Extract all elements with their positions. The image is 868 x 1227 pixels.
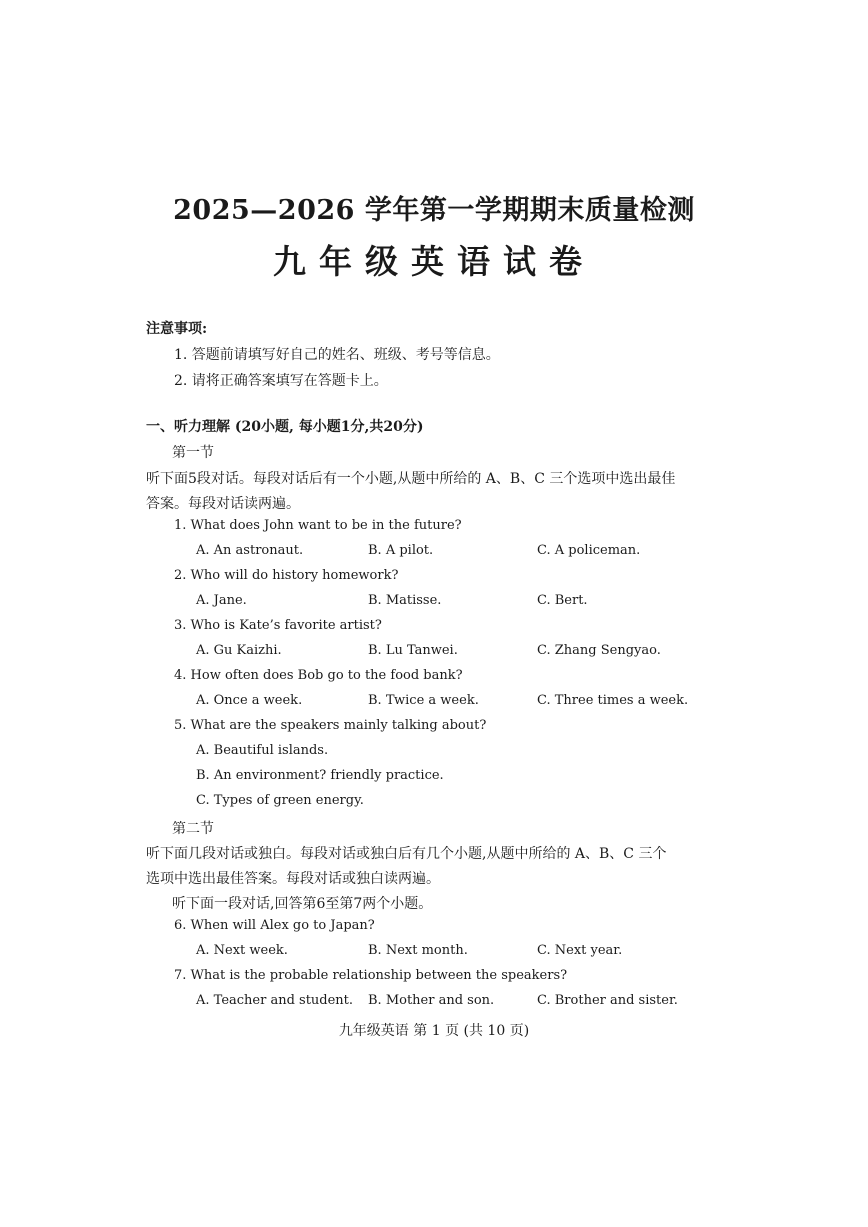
option-a: A. Teacher and student. [196,993,354,1008]
question-stem: 3. Who is Kate’s favorite artist? [174,618,382,633]
option-a: A. Jane. [196,593,247,608]
part2-sub-instruction: 听下面一段对话,回答第6至第7两个小题。 [172,896,433,912]
option-a: A. Once a week. [196,693,303,708]
page-footer: 九年级英语 第 1 页 (共 10 页) [338,1023,530,1039]
part2-instruction: 选项中选出最佳答案。每段对话或独白读两遍。 [146,871,440,887]
notice-item: 2. 请将正确答案填写在答题卡上。 [174,373,388,389]
option-b: B. Twice a week. [368,693,479,708]
option-c: C. Types of green energy. [196,793,364,808]
part1-label: 第一节 [172,445,214,461]
option-a: A. Gu Kaizhi. [196,643,282,658]
option-b: B. Next month. [368,943,468,958]
option-c: C. Brother and sister. [537,993,678,1008]
option-b: B. A pilot. [368,543,434,558]
exam-title: 2025—2026 学年第一学期期末质量检测 [173,195,695,226]
option-c: C. Bert. [537,593,588,608]
part1-instruction: 答案。每段对话读两遍。 [146,496,300,512]
option-b: B. Mother and son. [368,993,495,1008]
question-stem: 6. When will Alex go to Japan? [174,918,375,933]
question-stem: 4. How often does Bob go to the food bank? [174,668,463,683]
option-a: A. Beautiful islands. [196,743,329,758]
option-c: C. Three times a week. [537,693,689,708]
section-heading: 一、听力理解 (20小题, 每小题1分,共20分) [146,419,424,435]
part1-instruction: 听下面5段对话。每段对话后有一个小题,从题中所给的 A、B、C 三个选项中选出最佳 [146,471,676,487]
option-b: B. Matisse. [368,593,442,608]
question-stem: 1. What does John want to be in the future? [174,518,462,533]
option-b: B. Lu Tanwei. [368,643,458,658]
question-stem: 5. What are the speakers mainly talking about? [174,718,487,733]
option-c: C. Zhang Sengyao. [537,643,661,658]
notice-item: 1. 答题前请填写好自己的姓名、班级、考号等信息。 [174,347,500,363]
part2-instruction: 听下面几段对话或独白。每段对话或独白后有几个小题,从题中所给的 A、B、C 三个 [146,846,667,862]
option-b: B. An environment? friendly practice. [196,768,444,783]
part2-label: 第二节 [172,821,214,837]
option-c: C. A policeman. [537,543,641,558]
option-a: A. An astronaut. [196,543,304,558]
exam-subtitle: 九年级英语试卷 [273,242,595,281]
question-stem: 2. Who will do history homework? [174,568,399,583]
option-a: A. Next week. [196,943,288,958]
question-stem: 7. What is the probable relationship between the speakers? [174,968,568,983]
option-c: C. Next year. [537,943,623,958]
notice-heading: 注意事项: [146,321,208,337]
